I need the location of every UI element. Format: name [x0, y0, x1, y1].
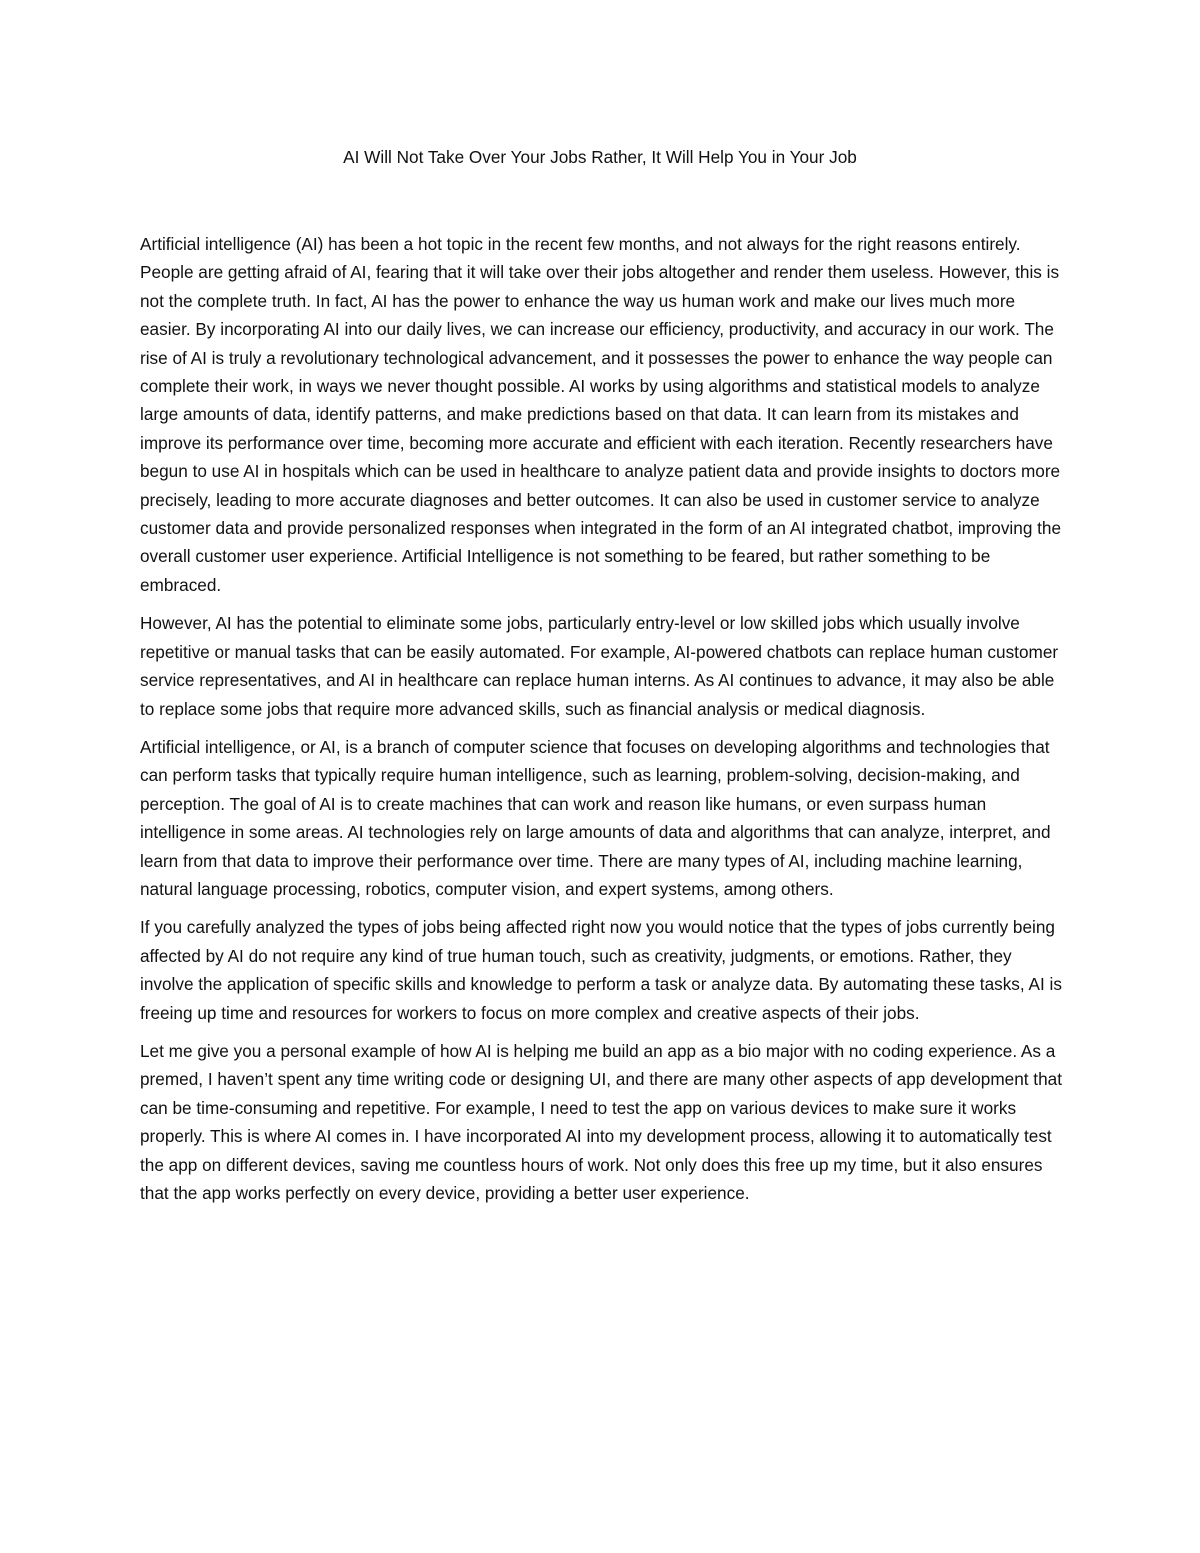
- document-title: AI Will Not Take Over Your Jobs Rather, It Will Help You in Your Job: [343, 147, 857, 167]
- paragraph-3: Artificial intelligence, or AI, is a branch of computer science that focuses on developing algorithms and technologies that can perform tasks that typically require human intelligence, such as learning, problem-solving, decision-making, and perception. The goal of AI is to create machines that can work and reason like humans, or even surpass human intelligence in some areas. AI technologies rely on large amounts of data and algorithms that can analyze, interpret, and learn from that data to improve their performance over time. There are many types of AI, including machine learning, natural language processing, robotics, computer vision, and expert systems, among others.: [140, 736, 1051, 899]
- paragraph-1: Artificial intelligence (AI) has been a hot topic in the recent few months, and not always for the right reasons entirely. People are getting afraid of AI, fearing that it will take over their jobs altogether and render them useless. However, this is not the complete truth. In fact, AI has the power to enhance the way us human work and make our lives much more easier. By incorporating AI into our daily lives, we can increase our efficiency, productivity, and accuracy in our work. The rise of AI is truly a revolutionary technological advancement, and it possesses the power to enhance the way people can complete their work, in ways we never thought possible. AI works by using algorithms and statistical models to analyze large amounts of data, identify patterns, and make predictions based on that data. It can learn from its mistakes and improve its performance over time, becoming more accurate and efficient with each iteration. Recently researchers have begun to use AI in hospitals which can be used in healthcare to analyze patient data and provide insights to doctors more precisely, leading to more accurate diagnoses and better outcomes. It can also be used in customer service to analyze customer data and provide personalized responses when integrated in the form of an AI integrated chatbot, improving the overall customer user experience. Artificial Intelligence is not something to be feared, but rather something to be embraced.: [140, 234, 1062, 595]
- paragraph-5: Let me give you a personal example of how AI is helping me build an app as a bio major with no coding experience. As a premed, I haven’t spent any time writing code or designing UI, and there are many other aspects of app development that can be time-consuming and repetitive. For example, I need to test the app on various devices to make sure it works properly. This is where AI comes in. I have incorporated AI into my development process, allowing it to automatically test the app on different devices, saving me countless hours of work. Not only does this free up my time, but it also ensures that the app works perfectly on every device, providing a better user experience.: [140, 1040, 1062, 1203]
- document-body: [140, 230, 1062, 1217]
- paragraph-4: If you carefully analyzed the types of jobs being affected right now you would notice that the types of jobs currently being affected by AI do not require any kind of true human touch, such as creativity, judgments, or emotions. Rather, they involve the application of specific skills and knowledge to perform a task or analyze data. By automating these tasks, AI is freeing up time and resources for workers to focus on more complex and creative aspects of their jobs.: [140, 917, 1062, 1023]
- paragraph-2: However, AI has the potential to eliminate some jobs, particularly entry-level or low skilled jobs which usually involve repetitive or manual tasks that can be easily automated. For example, AI-powered chatbots can replace human customer service representatives, and AI in healthcare can replace human interns. As AI continues to advance, it may also be able to replace some jobs that require more advanced skills, such as financial analysis or medical diagnosis.: [140, 613, 1059, 719]
